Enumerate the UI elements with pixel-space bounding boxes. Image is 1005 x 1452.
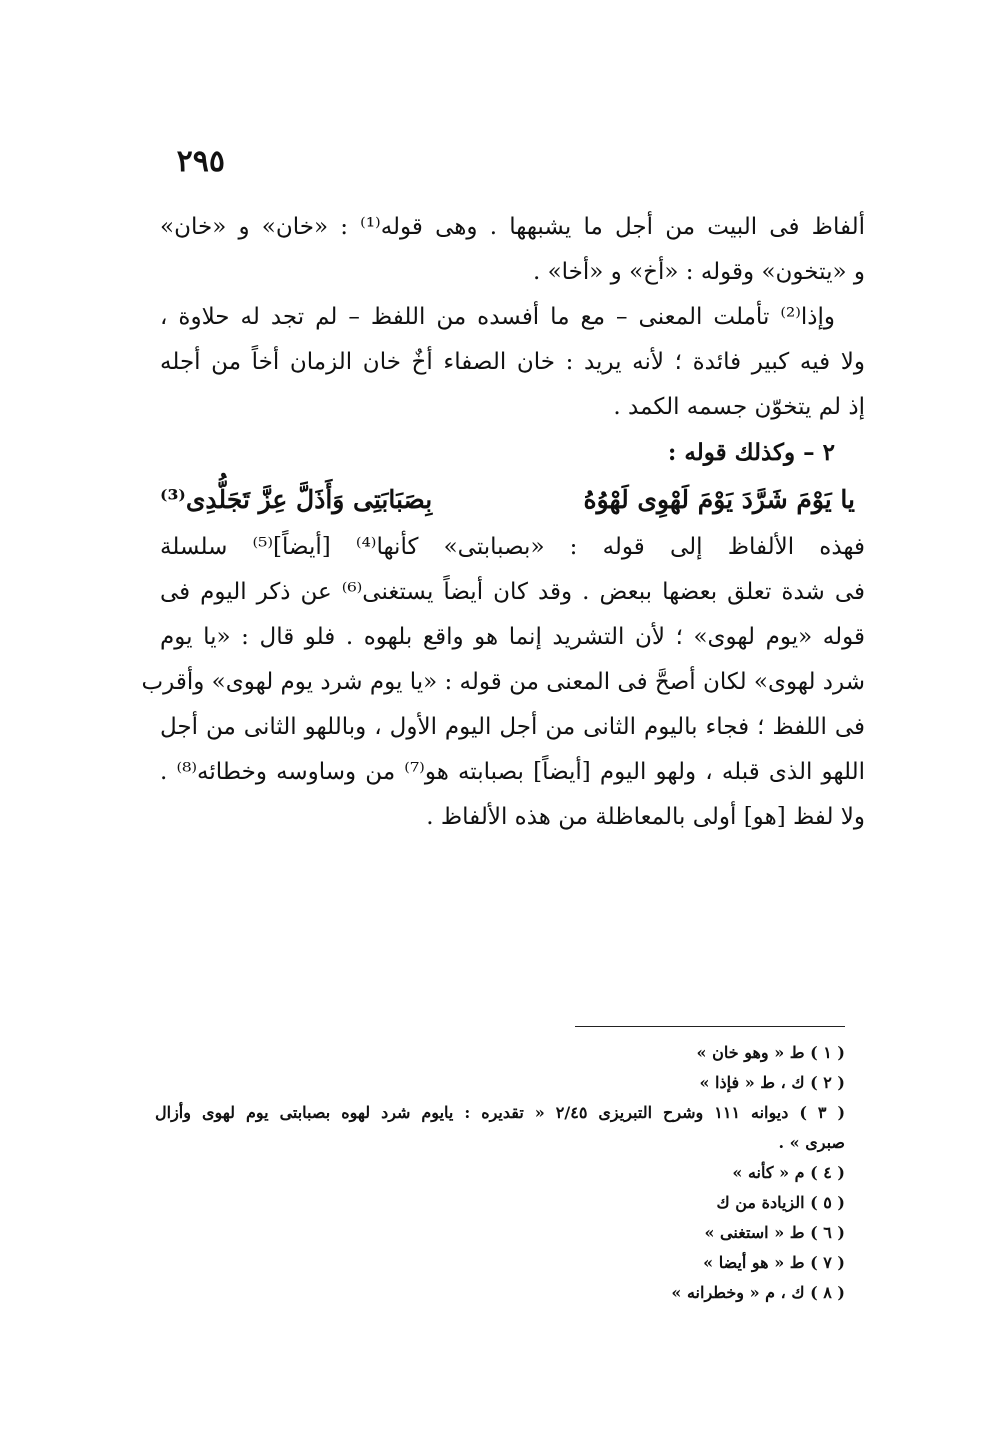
footnote: ( ١ ) ط « وهو خان » [696,1043,845,1062]
text-line: ألفاظ فى البيت من أجل ما يشبهها . وهى قوله⁽¹⁾ : «خان» و «خان» [160,214,865,240]
footnote: ( ٧ ) ط « هو أيضا » [703,1253,845,1272]
footnote: ( ٥ ) الزيادة من ك [716,1193,845,1212]
text-line: شرد لهوى» لكان أصحَّ فى المعنى من قوله : «يا يوم شرد يوم لهوى» وأقرب [141,669,865,695]
text-line: ولا لفظ [هو] أولى بالمعاظلة من هذه الألفاظ . [426,804,865,830]
text-line: و «يتخون» وقوله : «أخ» و «أخا» . [532,259,865,285]
footnote: ( ٦ ) ط « استغنى » [704,1223,845,1242]
text-line: ولا فيه كبير فائدة ؛ لأنه يريد : خان الصفاء أخٌ خان الزمان أخاً من أجله [160,349,865,375]
verse-first-hemistich: يا يَوْمَ شَرَّدَ يَوْمَ لَهْوِى لَهْوُهُ [583,485,855,514]
text-line: اللهو الذى قبله ، ولهو اليوم [أيضاً] بصبابته هو⁽⁷⁾ من وساوسه وخطائه⁽⁸⁾ . [160,759,865,785]
section-heading: ٢ – وكذلك قوله : [667,439,835,466]
footnote-divider [575,1026,845,1027]
footnote: ( ٤ ) م « كأنه » [732,1163,845,1182]
poetry-verse [160,475,865,525]
text-line: وإذا⁽²⁾ تأملت المعنى – مع ما أفسده من اللفظ – لم تجد له حلاوة ، [160,304,835,330]
main-text [141,205,865,840]
text-line: فهذه الألفاظ إلى قوله : «بصبابتى» كأنها⁽⁴⁾ [أيضاً]⁽⁵⁾ سلسلة [160,534,865,560]
footnote: ( ٨ ) ك ، م « وخطرانه » [671,1283,845,1302]
footnote-continuation: صبرى » . [778,1133,845,1152]
page-number: ٢٩٥ [176,144,225,179]
text-line: إذ لم يتخوّن جسمه الكمد . [613,394,865,420]
footnote: ( ٣ ) ديوانه ١١١ وشرح التبريزى ٢/٤٥ « تقديره : يايوم شرد لهوه بصبابتى يوم لهوى وأزال [155,1103,846,1122]
text-line: قوله «يوم لهوى» ؛ لأن التشريد إنما هو واقع بلهوه . فلو قال : «يا يوم [160,624,865,650]
footnotes [155,1038,845,1308]
text-line: فى شدة تعلق بعضها ببعض . وقد كان أيضاً يستغنى⁽⁶⁾ عن ذكر اليوم فى [160,579,865,605]
footnote: ( ٢ ) ك ، ط « فإذا » [699,1073,845,1092]
text-line: فى اللفظ ؛ فجاء باليوم الثانى من أجل اليوم الأول ، وباللهو الثانى من أجل [160,714,865,740]
verse-second-hemistich: بِصَبَابَتِى وَأَذَلَّ عِزَّ تَجَلُّدِى⁽³⁾ [160,485,433,514]
